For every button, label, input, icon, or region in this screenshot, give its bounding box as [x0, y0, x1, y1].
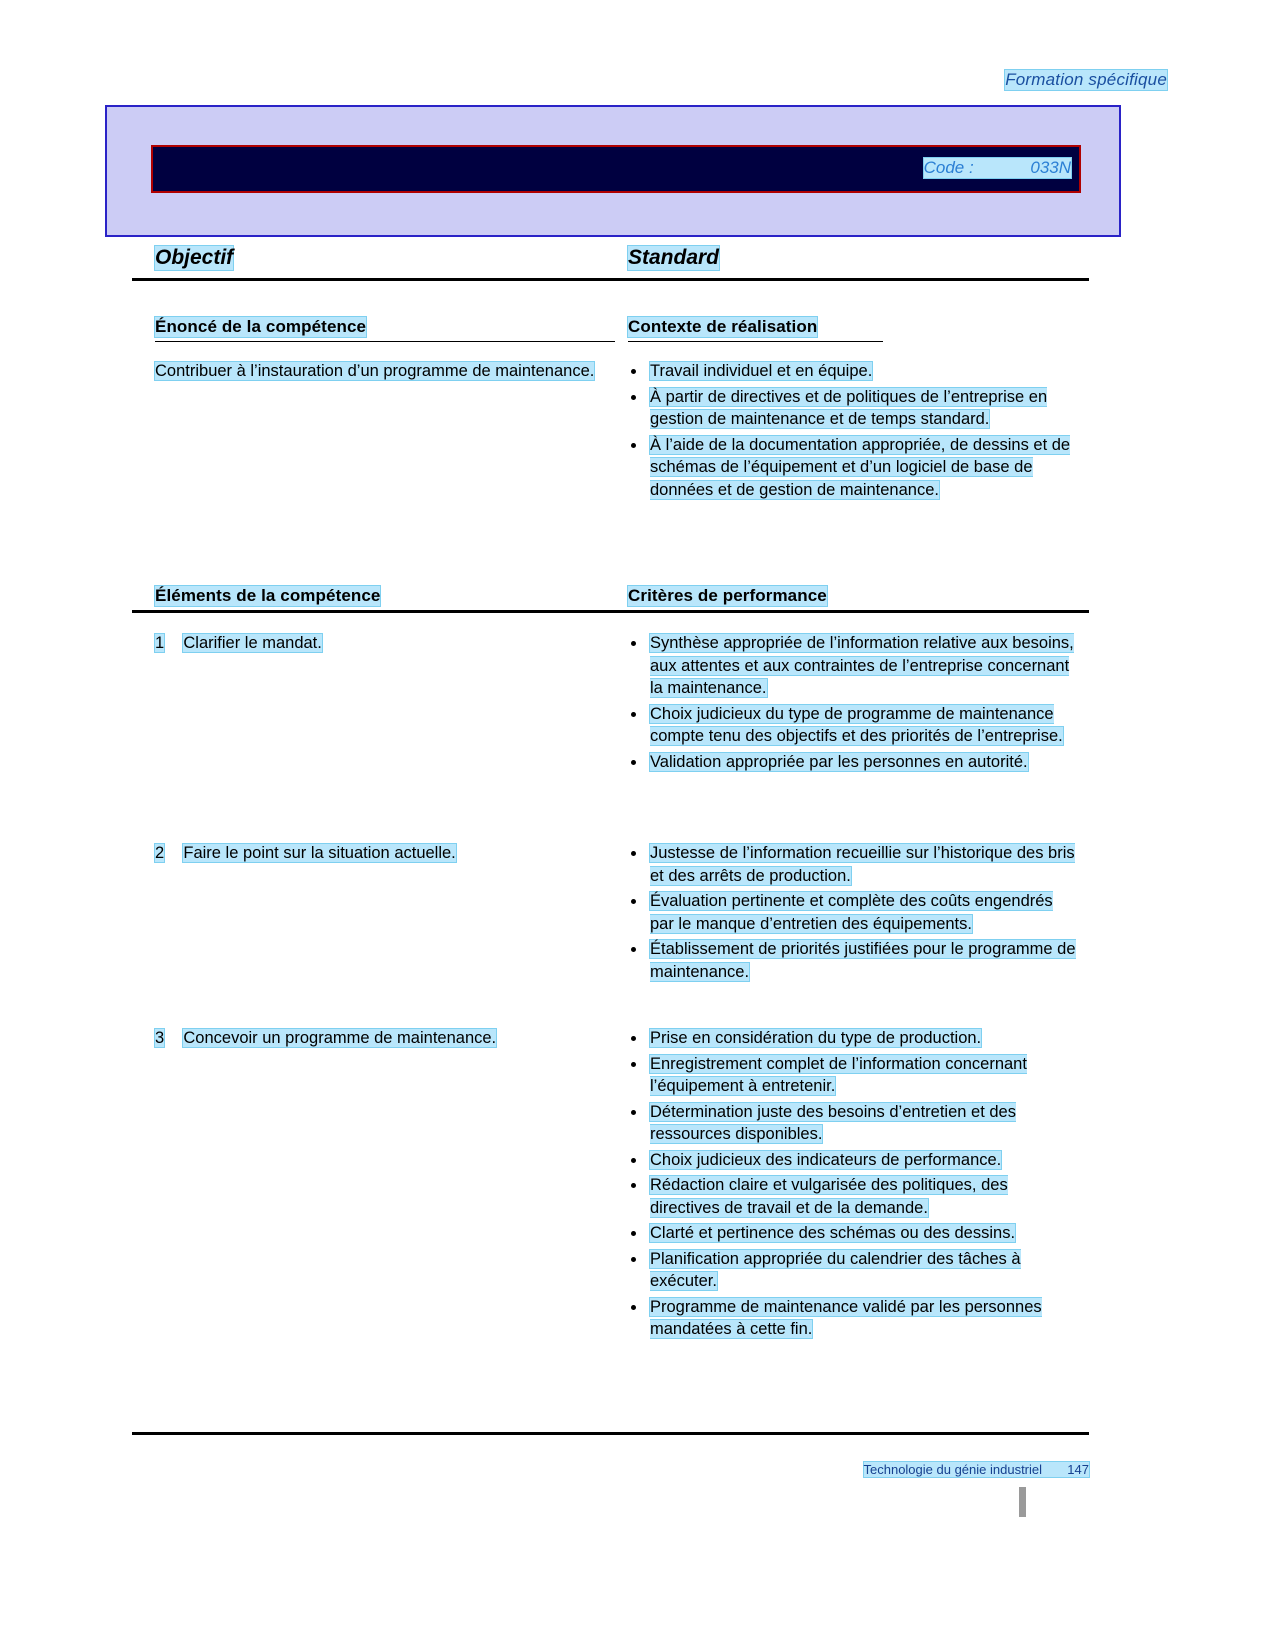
column-heading-objectif: Objectif: [155, 246, 234, 269]
enonce-text: Contribuer à l’instauration d’un programme de maintenance.: [155, 362, 595, 380]
divider-footer: [132, 1432, 1089, 1435]
list-item: Rédaction claire et vulgarisée des politiques, des directives de travail et de la demande.: [628, 1174, 1078, 1219]
list-item: À l’aide de la documentation appropriée, de dessins et de schémas de l’équipement et d’un logiciel de base de données et de gestion de maintenance.: [628, 434, 1078, 502]
divider-enonce: [155, 341, 615, 342]
criteres-items-1: [628, 632, 1078, 773]
list-item: Validation appropriée par les personnes en autorité.: [628, 751, 1078, 774]
element-row-1: [155, 632, 615, 655]
element-number: 3: [155, 1029, 165, 1047]
list-item: Choix judicieux des indicateurs de performance.: [628, 1149, 1078, 1172]
text-cursor: [1019, 1487, 1026, 1517]
criteres-items-2: [628, 842, 1078, 983]
contexte-items: [628, 360, 1078, 501]
divider-contexte: [628, 341, 883, 342]
element-label: Faire le point sur la situation actuelle.: [183, 844, 456, 862]
heading-criteres: Critères de performance: [628, 586, 827, 605]
heading-contexte: Contexte de réalisation: [628, 317, 818, 336]
list-item: Synthèse appropriée de l’information relative aux besoins, aux attentes et aux contraintes de l’entreprise concernant la maintenance.: [628, 632, 1078, 700]
criteres-list-1: [628, 632, 1078, 776]
running-header: Formation spécifique: [1005, 70, 1167, 89]
list-item: Justesse de l’information recueillie sur l’historique des bris et des arrêts de production.: [628, 842, 1078, 887]
heading-enonce: Énoncé de la compétence: [155, 317, 367, 336]
list-item: Travail individuel et en équipe.: [628, 360, 1078, 383]
footer-caption: Technologie du génie industriel 147: [863, 1462, 1089, 1477]
criteres-items-3: [628, 1027, 1078, 1341]
list-item: Choix judicieux du type de programme de maintenance compte tenu des objectifs et des priorités de l’entreprise.: [628, 703, 1078, 748]
competency-title-box: [105, 105, 1121, 237]
element-row-2: [155, 842, 615, 865]
list-item: Évaluation pertinente et complète des coûts engendrés par le manque d’entretien des équipements.: [628, 890, 1078, 935]
list-item: Prise en considération du type de production.: [628, 1027, 1078, 1050]
divider-middle: [132, 610, 1089, 613]
element-row-3: [155, 1027, 615, 1050]
element-label: Clarifier le mandat.: [183, 634, 322, 652]
list-item: Établissement de priorités justifiées pour le programme de maintenance.: [628, 938, 1078, 983]
competency-code: Code : 033N: [923, 158, 1071, 177]
list-item: À partir de directives et de politiques de l’entreprise en gestion de maintenance et de temps standard.: [628, 386, 1078, 431]
list-item: Planification appropriée du calendrier des tâches à exécuter.: [628, 1248, 1078, 1293]
element-label: Concevoir un programme de maintenance.: [183, 1029, 497, 1047]
competency-code-banner: [151, 145, 1081, 193]
element-number: 2: [155, 844, 165, 862]
divider-top: [132, 278, 1089, 281]
list-item: Détermination juste des besoins d’entretien et des ressources disponibles.: [628, 1101, 1078, 1146]
column-heading-standard: Standard: [628, 246, 720, 269]
list-item: Programme de maintenance validé par les personnes mandatées à cette fin.: [628, 1296, 1078, 1341]
criteres-list-3: [628, 1027, 1078, 1344]
element-number: 1: [155, 634, 165, 652]
criteres-list-2: [628, 842, 1078, 986]
enonce-text-block: [155, 360, 615, 383]
heading-elements: Éléments de la compétence: [155, 586, 381, 605]
list-item: Clarté et pertinence des schémas ou des dessins.: [628, 1222, 1078, 1245]
contexte-list: [628, 360, 1078, 504]
list-item: Enregistrement complet de l’information concernant l’équipement à entretenir.: [628, 1053, 1078, 1098]
